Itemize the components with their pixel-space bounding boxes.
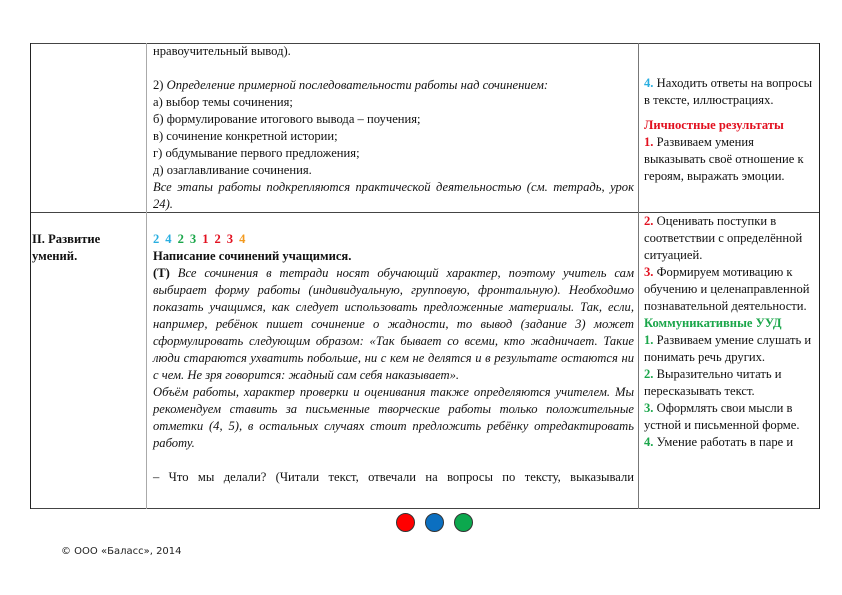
result-text: Находить ответы на вопросы в тексте, иллюстрациях. bbox=[644, 76, 813, 107]
result-number: 1. bbox=[644, 333, 654, 347]
color-legend bbox=[396, 513, 473, 532]
result-number: 4. bbox=[644, 76, 654, 90]
list-item: в) сочинение конкретной истории; bbox=[153, 129, 338, 143]
result-item bbox=[644, 400, 816, 434]
step2-heading bbox=[153, 77, 634, 94]
teacher-note-text: Все сочинения в тетради носят обучающий характер, поэтому учитель сам выбирает форму работы (индивидуальную, групповую, фронтальную). Необходимо показать учащимся, как следует использовать предложенные материалы. Так, если, например, ребёнок пишет сочинение о жадности, то вывод (задание 3) может сформулировать следующим образом: «Так бывает со всеми, кто жадничает. Такие люди стараются ухватить побольше, ни с кем не делятся и в результате остаются ни с чем. Не зря говорится: жадный сам себя наказывает». bbox=[153, 266, 634, 382]
question-text: – Что мы делали? (Читали текст, отвечали на вопросы по тексту, выказывали bbox=[153, 470, 634, 484]
table-right-border bbox=[819, 43, 820, 509]
result-number: 1. bbox=[644, 135, 654, 149]
result-number: 4. bbox=[644, 435, 654, 449]
result-text: Развиваем умение слушать и понимать речь других. bbox=[644, 333, 812, 364]
result-text: Умение работать в паре и bbox=[656, 435, 794, 449]
result-item bbox=[644, 434, 816, 451]
list-item: а) выбор темы сочинения; bbox=[153, 95, 293, 109]
result-number: 2. bbox=[644, 214, 654, 228]
red-circle-icon bbox=[396, 513, 415, 532]
skill-code: 3 bbox=[189, 232, 197, 246]
skill-code: 2 bbox=[214, 232, 221, 246]
result-text: Выразительно читать и пересказывать текст. bbox=[644, 367, 782, 398]
blue-circle-icon bbox=[425, 513, 444, 532]
lichnostnye-header: Личностные результаты bbox=[644, 118, 784, 132]
teacher-note bbox=[153, 265, 634, 384]
list-item: г) обдумывание первого предложения; bbox=[153, 146, 360, 160]
step2-title: Определение примерной последовательности работы над сочинением: bbox=[166, 78, 549, 92]
list-item: д) озаглавливание сочинения. bbox=[153, 163, 312, 177]
skill-code: 4 bbox=[165, 232, 172, 246]
step2-number: 2) bbox=[153, 78, 164, 92]
result-item bbox=[644, 213, 816, 264]
table-bottom-border bbox=[30, 508, 820, 509]
result-text: Формируем мотивацию к обучению и целенаправленной познавательной деятельности. bbox=[644, 265, 810, 313]
volume-note: Объём работы, характер проверки и оценивания также определяются учителем. Мы рекомендуем ставить за письменные творческие работы только положительные отметки (4, 5), в остальных случаях стоит предложить ребёнку отредактировать работу. bbox=[153, 385, 634, 450]
result-number: 3. bbox=[644, 401, 654, 415]
section-title: Написание сочинений учащимися. bbox=[153, 249, 352, 263]
practice-note: Все этапы работы подкрепляются практической деятельностью (см. тетрадь, урок 24). bbox=[153, 180, 634, 211]
column-divider-1 bbox=[146, 43, 147, 509]
result-text: Оценивать поступки в соответствии с определённой ситуацией. bbox=[644, 214, 803, 262]
row1-results bbox=[644, 75, 816, 185]
row2-results bbox=[644, 213, 816, 451]
result-text: Оформлять свои мысли в устной и письменной форме. bbox=[644, 401, 800, 432]
table-left-border bbox=[30, 43, 31, 509]
skill-code: 3 bbox=[226, 232, 234, 246]
result-text: Развиваем умения выказывать своё отношение к героям, выражать эмоции. bbox=[644, 135, 804, 183]
skill-code: 2 bbox=[177, 232, 184, 246]
result-item bbox=[644, 332, 816, 366]
teacher-marker: (Т) bbox=[153, 266, 170, 280]
column-divider-2 bbox=[638, 43, 639, 509]
result-number: 3. bbox=[644, 265, 654, 279]
row1-content bbox=[153, 43, 634, 213]
kommunikativnye-header: Коммуникативные УУД bbox=[644, 316, 782, 330]
stage-title: II. Развитие умений. bbox=[32, 232, 101, 263]
skill-code: 2 bbox=[153, 232, 160, 246]
result-item bbox=[644, 264, 816, 315]
skill-code: 1 bbox=[202, 232, 209, 246]
result-number: 2. bbox=[644, 367, 654, 381]
result-item bbox=[644, 366, 816, 400]
copyright-footer: © ООО «Баласс», 2014 bbox=[61, 546, 182, 557]
row2-content bbox=[153, 231, 634, 486]
skill-code: 4 bbox=[239, 232, 246, 246]
step-list bbox=[153, 94, 634, 179]
intro-text: нравоучительный вывод). bbox=[153, 44, 291, 58]
result-item bbox=[644, 134, 816, 185]
result-item bbox=[644, 75, 816, 109]
list-item: б) формулирование итогового вывода – поучения; bbox=[153, 112, 421, 126]
skill-codes bbox=[153, 231, 634, 248]
lesson-table bbox=[30, 43, 820, 509]
green-circle-icon bbox=[454, 513, 473, 532]
